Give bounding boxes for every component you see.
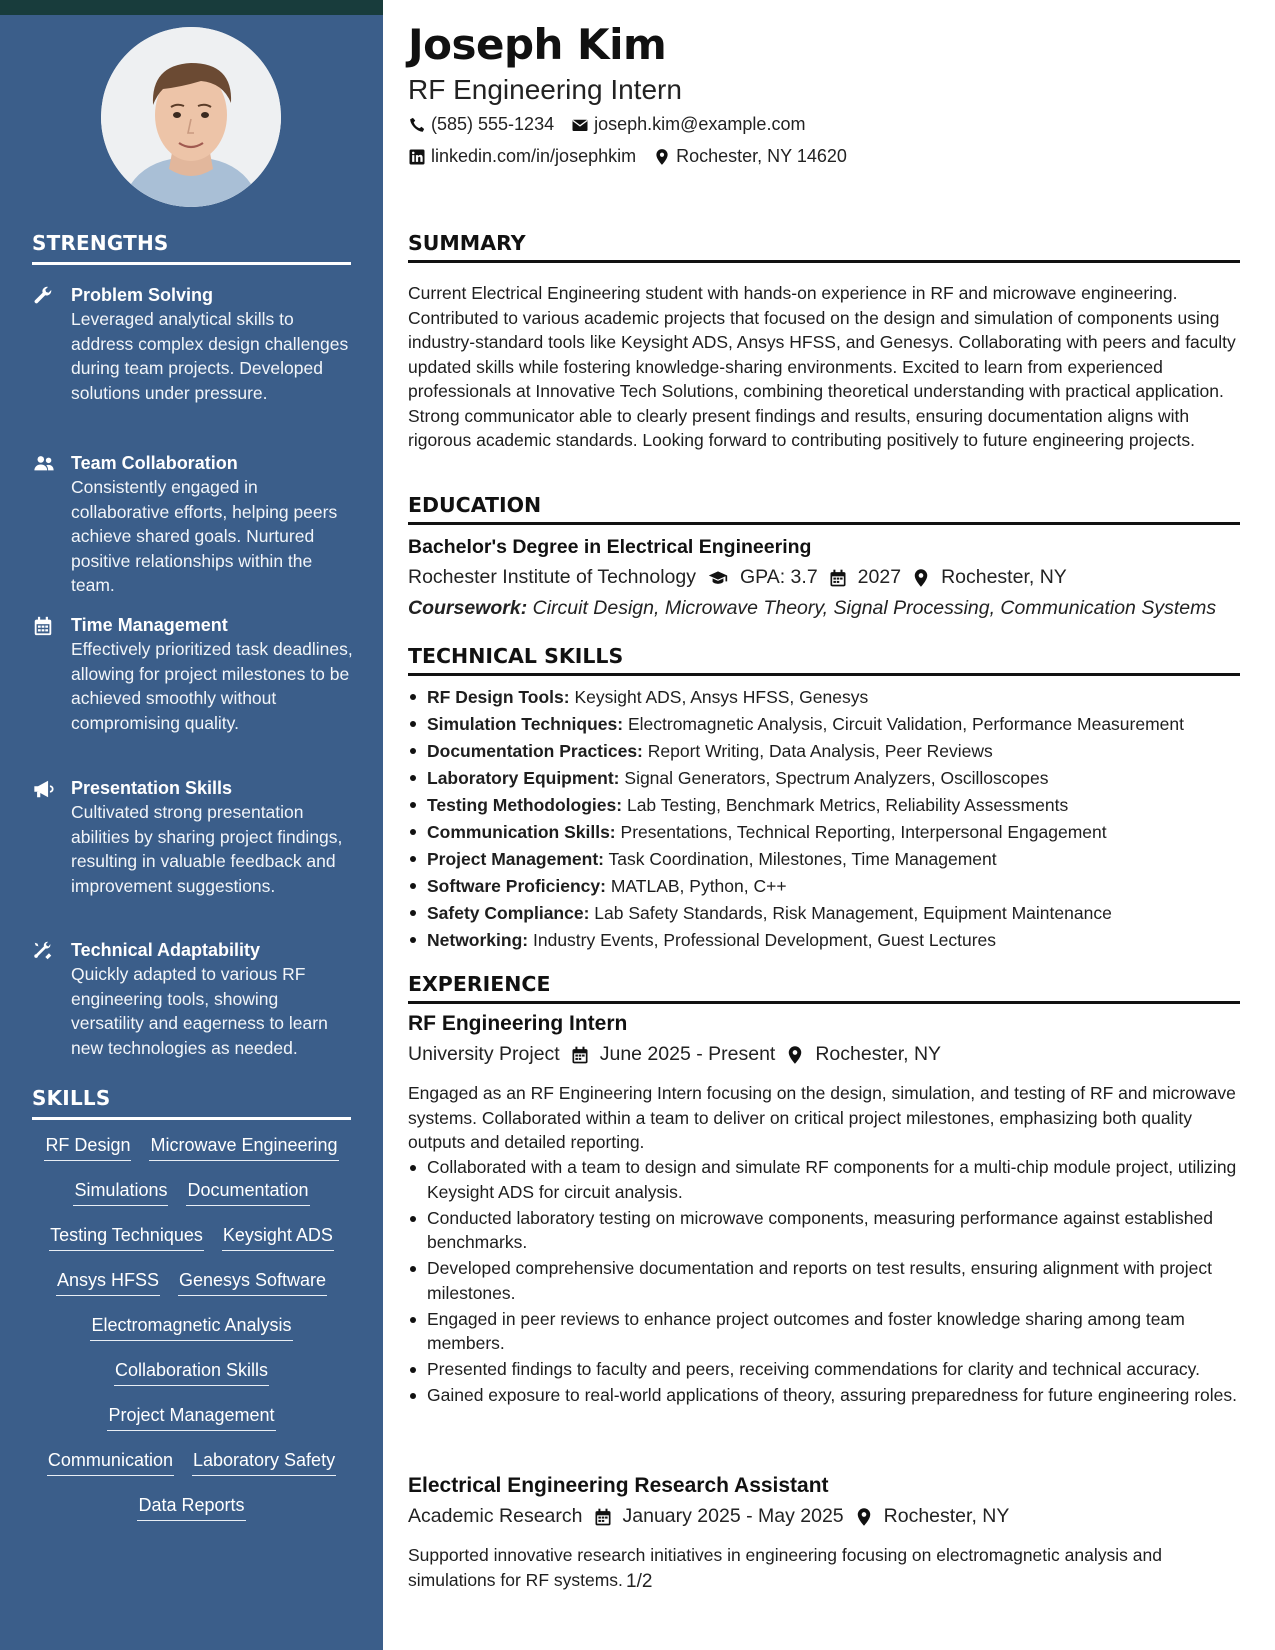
page-number: 1/2 [626,1571,653,1592]
avatar [101,27,281,207]
phone-number[interactable]: (585) 555-1234 [431,114,555,134]
strength-item [32,938,354,1060]
list-item: Networking: Industry Events, Professional Development, Guest Lectures [408,927,1240,954]
strength-title: Problem Solving [71,285,214,305]
sidebar-top-bar [0,0,383,15]
strength-title: Time Management [71,615,228,635]
skills-list [32,1133,351,1538]
summary-heading: SUMMARY [408,231,1240,263]
email-link[interactable]: joseph.kim@example.com [594,114,806,134]
strength-description: Leveraged analytical skills to address complex design challenges during team projects. Developed solutions under pressure. [71,309,349,403]
map-pin-icon [785,1045,805,1065]
strength-item [32,776,354,898]
skill-tag: Project Management [107,1403,275,1431]
map-pin-icon [911,568,931,588]
job-bullets [408,1155,1240,1409]
calendar-icon [32,615,56,639]
job-location: Rochester, NY [883,1505,1010,1527]
skill-tag: Laboratory Safety [192,1448,336,1476]
gpa-text: GPA: 3.7 [739,566,818,588]
strength-title: Technical Adaptability [71,940,261,960]
education-location: Rochester, NY [941,566,1067,588]
skill-tag: Electromagnetic Analysis [90,1313,292,1341]
coursework-list: Circuit Design, Microwave Theory, Signal Processing, Communication Systems [532,597,1217,619]
location-text: Rochester, NY 14620 [676,146,847,166]
coursework-label: Coursework: [408,597,528,619]
contact-row [408,146,847,167]
skill-tag: Simulations [73,1178,168,1206]
job-summary: Engaged as an RF Engineering Intern focusing on the design, simulation, and testing of RF and microwave systems. Collaborated within a team to deliver on critical project milestones, emphasizing both quality outputs and detailed reporting. [408,1083,1236,1152]
skill-tag: Ansys HFSS [56,1268,160,1296]
list-item: Collaborated with a team to design and simulate RF components for a multi-chip module project, utilizing Keysight ADS for circuit analysis. [408,1155,1240,1204]
job-meta [408,1505,1009,1528]
profile-photo [101,27,281,207]
education-meta [408,566,1067,589]
map-pin-icon [854,1507,874,1527]
job-title: RF Engineering Intern [408,1012,628,1035]
tools-icon [32,940,56,964]
skill-tag: Keysight ADS [222,1223,334,1251]
strength-description: Effectively prioritized task deadlines, allowing for project milestones to be achieved smoothly without compromising quality. [71,639,353,733]
list-item: RF Design Tools: Keysight ADS, Ansys HFSS, Genesys [408,684,1240,711]
job-dates: June 2025 - Present [599,1043,776,1065]
list-item: Developed comprehensive documentation and reports on test results, ensuring alignment with project milestones. [408,1256,1240,1305]
strength-title: Presentation Skills [71,778,233,798]
sidebar [0,0,383,1650]
degree-title: Bachelor's Degree in Electrical Engineering [408,536,812,558]
list-item: Gained exposure to real-world applications of theory, assuring preparedness for future engineering roles. [408,1383,1240,1408]
skill-tag: Communication [47,1448,174,1476]
list-item: Documentation Practices: Report Writing, Data Analysis, Peer Reviews [408,738,1240,765]
technical-skills-heading: TECHNICAL SKILLS [408,644,1240,676]
skill-tag: Testing Techniques [49,1223,204,1251]
skills-heading: SKILLS [32,1086,351,1120]
phone-icon [408,116,426,134]
strength-item [32,451,354,598]
candidate-title: RF Engineering Intern [408,74,682,105]
job-organization: Academic Research [408,1505,583,1527]
calendar-icon [593,1507,613,1527]
graduation-cap-icon [706,568,730,588]
candidate-name: Joseph Kim [408,20,667,69]
calendar-icon [828,568,848,588]
list-item: Testing Methodologies: Lab Testing, Benchmark Metrics, Reliability Assessments [408,792,1240,819]
strengths-heading: STRENGTHS [32,231,351,265]
job-dates: January 2025 - May 2025 [622,1505,844,1527]
list-item: Project Management: Task Coordination, Milestones, Time Management [408,846,1240,873]
list-item: Safety Compliance: Lab Safety Standards, Risk Management, Equipment Maintenance [408,900,1240,927]
list-item: Presented findings to faculty and peers, receiving commendations for clarity and technical accuracy. [408,1357,1240,1382]
graduation-year: 2027 [857,566,902,588]
skill-tag: RF Design [44,1133,131,1161]
summary-text: Current Electrical Engineering student with hands-on experience in RF and microwave engineering. Contributed to various academic projects that focused on the design and simulation of components using industry-standard tools like Keysight ADS, Ansys HFSS, and Genesys. Collaborating with peers and faculty updated skills while fostering knowledge-sharing environments. Excited to learn from experienced professionals at Innovative Tech Solutions, combining theoretical understanding with practical application. Strong communicator able to clearly present findings and results, ensuring documentation aligns with rigorous academic standards. Looking forward to contributing positively to future engineering projects. [408,283,1236,450]
list-item: Software Proficiency: MATLAB, Python, C++ [408,873,1240,900]
users-icon [32,453,56,477]
list-item: Engaged in peer reviews to enhance project outcomes and foster knowledge sharing among team members. [408,1307,1240,1356]
strength-description: Cultivated strong presentation abilities by sharing project findings, resulting in valuable feedback and improvement suggestions. [71,802,343,896]
job-organization: University Project [408,1043,560,1065]
technical-skills-list [408,684,1240,954]
strength-description: Consistently engaged in collaborative efforts, helping peers achieve shared goals. Nurtured positive relationships within the team. [71,477,338,595]
linkedin-link[interactable]: linkedin.com/in/josephkim [431,146,637,166]
list-item: Communication Skills: Presentations, Technical Reporting, Interpersonal Engagement [408,819,1240,846]
job-summary: Supported innovative research initiatives in engineering focusing on electromagnetic analysis and simulations for RF systems. [408,1545,1162,1590]
wrench-icon [32,285,56,309]
strength-item [32,613,354,735]
contact-row [408,114,805,135]
job-meta [408,1043,941,1066]
job-title: Electrical Engineering Research Assistant [408,1474,829,1497]
skill-tag: Documentation [186,1178,309,1206]
strength-description: Quickly adapted to various RF engineering tools, showing versatility and eagerness to learn new technologies as needed. [71,964,328,1058]
skill-tag: Collaboration Skills [114,1358,269,1386]
education-heading: EDUCATION [408,493,1240,525]
map-pin-icon [653,148,671,166]
envelope-icon [571,116,589,134]
skill-tag: Genesys Software [178,1268,327,1296]
list-item: Simulation Techniques: Electromagnetic Analysis, Circuit Validation, Performance Measurement [408,711,1240,738]
experience-heading: EXPERIENCE [408,972,1240,1004]
list-item: Conducted laboratory testing on microwave components, measuring performance against established benchmarks. [408,1206,1240,1255]
linkedin-icon [408,148,426,166]
skill-tag: Microwave Engineering [149,1133,338,1161]
strength-item [32,283,354,405]
list-item: Laboratory Equipment: Signal Generators, Spectrum Analyzers, Oscilloscopes [408,765,1240,792]
calendar-icon [570,1045,590,1065]
school-name: Rochester Institute of Technology [408,566,696,588]
skill-tag: Data Reports [137,1493,245,1521]
job-location: Rochester, NY [815,1043,942,1065]
coursework-line [408,597,1216,620]
strength-title: Team Collaboration [71,453,238,473]
megaphone-icon [32,778,56,802]
